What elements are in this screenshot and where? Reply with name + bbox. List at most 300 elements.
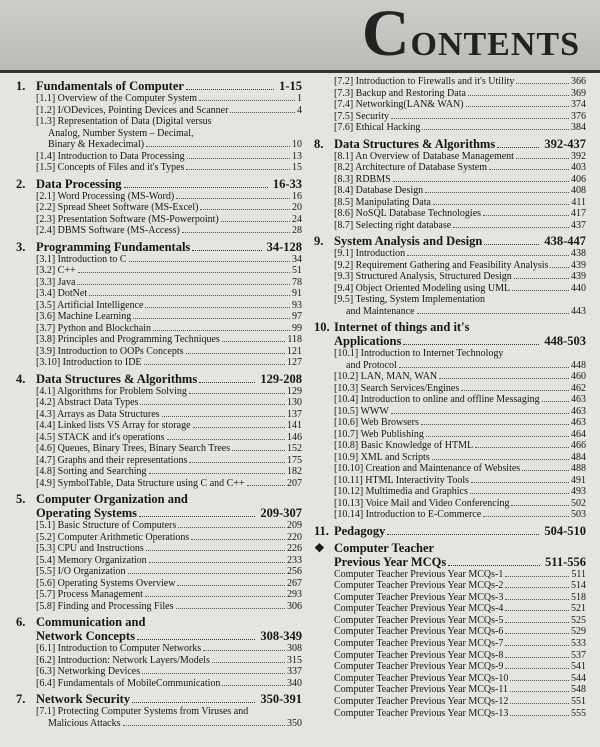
entry-title: [4.3] Arrays as Data Structures [36, 408, 160, 420]
entry-page: 440 [571, 282, 586, 294]
dot-leader [468, 95, 569, 96]
entry-title: [4.6] Queues, Binary Trees, Binary Search Trees [36, 443, 231, 454]
entry-title: and Protocol [346, 359, 397, 371]
mcq-entry [334, 661, 586, 673]
toc-entry [334, 509, 586, 521]
dot-leader [199, 100, 295, 101]
dot-leader [178, 527, 285, 528]
entry-title: [7.4] Networking(LAN& WAN) [334, 99, 464, 110]
mcq-entry [334, 580, 586, 592]
entry-page: 28 [292, 225, 302, 236]
entry-page: 315 [287, 654, 302, 666]
dot-leader [176, 198, 290, 199]
toc-entry-continuation [346, 306, 586, 318]
chapter-heading [314, 137, 586, 151]
entry-page: 152 [287, 443, 302, 454]
chapter-number: 9. [314, 234, 324, 248]
left-column [16, 76, 302, 729]
entry-page: 411 [571, 196, 586, 208]
toc-entry [334, 406, 586, 418]
dot-leader [124, 187, 268, 188]
chapter-pages: 448-503 [544, 334, 586, 348]
entry-page: 448 [571, 359, 586, 371]
chapter-number: 3. [16, 239, 26, 254]
entry-page: 518 [571, 591, 586, 603]
toc-entry [36, 300, 302, 312]
dot-leader [191, 539, 285, 540]
entry-page: 406 [571, 173, 586, 185]
dot-leader [247, 485, 285, 486]
entry-title: [8.6] NoSQL Database Technologies [334, 208, 482, 219]
entry-page: 493 [571, 486, 586, 497]
chapter-pages: 34-128 [266, 239, 302, 254]
toc-entry [334, 248, 586, 260]
entry-page: 141 [287, 420, 302, 431]
entry-page: 146 [287, 431, 302, 443]
mcq-entry [334, 638, 586, 650]
dot-leader [221, 221, 290, 222]
toc-entry [334, 371, 586, 383]
dot-leader [505, 668, 569, 669]
toc-entry [36, 105, 302, 117]
entry-page: 384 [571, 122, 586, 133]
toc-entry [334, 208, 586, 220]
chapter-heading [314, 320, 586, 334]
dot-leader [89, 295, 290, 296]
dot-leader [137, 639, 255, 640]
entry-title: [6.3] Networking Devices [36, 666, 141, 677]
mcq-entry [334, 592, 586, 604]
toc-entry [36, 334, 302, 346]
dot-leader [199, 382, 255, 383]
toc-entry [36, 555, 302, 567]
chapter-title: Communication and [36, 615, 146, 629]
entry-title: Computer Teacher Previous Year MCQs-2 [334, 580, 504, 592]
entry-title: [4.5] STACK and it's operations [36, 431, 165, 443]
entry-title: Computer Teacher Previous Year MCQs-6 [334, 626, 504, 638]
dot-leader [422, 129, 569, 130]
toc-entry [36, 589, 302, 601]
toc-entry [334, 283, 586, 295]
dot-leader [471, 482, 569, 483]
entry-title: [8.1] An Overview of Database Management [334, 150, 514, 162]
entry-title: [9.4] Object Oriented Modeling using UML [334, 282, 511, 294]
mcq-entry [334, 603, 586, 615]
entry-page: 484 [571, 451, 586, 463]
chapter-title: Fundamentals of Computer [36, 79, 184, 93]
entry-title: [3.10] Introduction to IDE [36, 357, 142, 368]
entry-page: 376 [571, 110, 586, 122]
entry-page: 521 [571, 603, 586, 615]
dot-leader [123, 725, 286, 726]
entry-page: 529 [571, 626, 586, 638]
dot-leader [475, 447, 569, 448]
toc-entry-continuation [48, 139, 302, 151]
entry-page: 460 [571, 371, 586, 382]
mcq-entry [334, 684, 586, 696]
dot-leader [176, 608, 286, 609]
dot-leader [514, 278, 569, 279]
dot-leader [232, 450, 285, 451]
toc-entry [334, 429, 586, 441]
toc-entry [36, 666, 302, 678]
dot-leader [497, 147, 539, 148]
entry-page: 537 [571, 649, 586, 661]
dot-leader [417, 313, 569, 314]
chapter-title: Pedagogy [334, 523, 386, 538]
entry-title: Computer Teacher Previous Year MCQs-3 [334, 591, 504, 603]
dot-leader [512, 290, 569, 291]
entry-title: [1.4] Introduction to Data Processing [36, 150, 185, 162]
entry-title: [10.11] HTML Interactivity Tools [334, 474, 470, 486]
chapter-pages: 308-349 [260, 629, 302, 643]
dot-leader [550, 267, 569, 268]
entry-title: [7.2] Introduction to Firewalls and it's Utility [334, 76, 515, 87]
dot-leader [142, 673, 285, 674]
toc-entry [36, 346, 302, 358]
toc-entry [334, 220, 586, 232]
toc-entry [36, 162, 302, 174]
entry-page: 369 [571, 87, 586, 99]
dot-leader [149, 473, 285, 474]
entry-title: [5.8] Finding and Processing Files [36, 600, 174, 612]
entry-title: Computer Teacher Previous Year MCQs-4 [334, 603, 504, 615]
entry-page: 24 [292, 213, 302, 225]
entry-page: 463 [571, 405, 586, 417]
entry-page: 463 [571, 394, 586, 405]
dot-leader [505, 657, 569, 658]
entry-page: 463 [571, 417, 586, 428]
dot-leader [391, 413, 569, 414]
chapter-title-line2: Network Concepts [36, 629, 135, 643]
entry-page: 466 [571, 440, 586, 451]
toc-entry [334, 197, 586, 209]
toc-entry [36, 643, 302, 655]
entry-page: 1 [297, 93, 302, 104]
chapter-heading [16, 372, 302, 386]
dot-leader [189, 393, 285, 394]
toc-entry [36, 311, 302, 323]
entry-title: [7.5] Security [334, 110, 389, 122]
entry-title: [10.12] Multimedia and Graphics [334, 486, 468, 497]
toc-entry [334, 99, 586, 111]
entry-page: 207 [287, 477, 302, 489]
entry-page: 91 [292, 288, 302, 299]
entry-page: 417 [571, 208, 586, 219]
dot-leader [466, 106, 569, 107]
dot-leader [505, 576, 569, 577]
entry-title: Computer Teacher Previous Year MCQs-9 [334, 661, 504, 673]
entry-title: [1.2] I/ODevices, Pointing Devices and Scanner [36, 104, 229, 116]
dot-leader [177, 585, 285, 586]
dot-leader [510, 703, 569, 704]
entry-title: [3.7] Python and Blockchain [36, 322, 151, 334]
dot-leader [149, 562, 285, 563]
toc-entry [36, 288, 302, 300]
toc-entry [36, 191, 302, 203]
chapter-pages: 129-208 [260, 371, 302, 386]
entry-page: 437 [571, 219, 586, 231]
chapter-title: Internet of things and it's [334, 320, 470, 334]
entry-page: 256 [287, 566, 302, 577]
entry-title: [4.1] Algorithms for Problem Solving [36, 385, 187, 397]
dot-leader [432, 459, 569, 460]
dot-leader [516, 158, 569, 159]
entry-page: 551 [571, 696, 586, 708]
entry-title: Computer Teacher Previous Year MCQs-11 [334, 684, 508, 696]
chapter-heading [16, 492, 302, 506]
mcq-entry [334, 569, 586, 581]
entry-title: [5.4] Memory Organization [36, 554, 147, 566]
chapter-number: ❖ [314, 540, 325, 555]
entry-page: 34 [292, 253, 302, 265]
dot-leader [230, 112, 295, 113]
toc-entry [36, 214, 302, 226]
dot-leader [505, 645, 569, 646]
toc-entry [334, 463, 586, 475]
dot-leader [484, 244, 539, 245]
toc-entry [36, 566, 302, 578]
entry-page: 182 [287, 466, 302, 477]
toc-entry [36, 265, 302, 277]
dot-leader [77, 284, 290, 285]
chapter-heading [16, 177, 302, 191]
entry-title: [10.10] Creation and Maintenance of Websites [334, 463, 521, 474]
right-column [314, 76, 586, 719]
dot-leader [182, 232, 290, 233]
entry-page: 175 [287, 454, 302, 466]
entry-title: [3.3] Java [36, 276, 76, 288]
entry-title: [10.8] Basic Knowledge of HTML [334, 440, 474, 451]
dot-leader [510, 691, 569, 692]
dot-leader [511, 505, 569, 506]
entry-title: [8.5] Manipulating Data [334, 196, 431, 208]
toc-entry [36, 443, 302, 455]
dot-leader [387, 534, 539, 535]
entry-page: 439 [571, 271, 586, 282]
entry-title: [10.9] XML and Scripts [334, 451, 430, 463]
entry-title: [4.2] Abstract Data Types [36, 397, 139, 408]
entry-title: [10.1] Introduction to Internet Technology [334, 348, 504, 359]
toc-entry [36, 409, 302, 421]
chapter-title: Network Security [36, 692, 131, 706]
header-rule [0, 70, 600, 73]
chapter-number: 2. [16, 176, 26, 191]
dot-leader [189, 462, 285, 463]
entry-title: Computer Teacher Previous Year MCQs-7 [334, 638, 504, 650]
toc-entry [36, 520, 302, 532]
entry-page: 438 [571, 248, 586, 259]
entry-page: 51 [292, 265, 302, 276]
entry-title: Binary & Hexadecimal) [48, 139, 145, 150]
toc-entry [36, 420, 302, 432]
entry-page: 130 [287, 397, 302, 408]
entry-title: Computer Teacher Previous Year MCQs-12 [334, 696, 509, 708]
entry-page: 15 [292, 162, 302, 173]
dot-leader [483, 516, 569, 517]
entry-title: [5.1] Basic Structure of Computers [36, 520, 177, 531]
chapter-heading-line2 [16, 629, 302, 643]
entry-title: Computer Teacher Previous Year MCQs-8 [334, 649, 504, 661]
toc-entry [334, 122, 586, 134]
entry-page: 462 [571, 382, 586, 394]
entry-title: [9.2] Requirement Gathering and Feasibility Analysis [334, 259, 549, 271]
chapter-heading [16, 240, 302, 254]
entry-title: [6.1] Introduction to Computer Networks [36, 643, 202, 654]
toc-entry [36, 601, 302, 613]
entry-page: 544 [571, 672, 586, 684]
page-title: CONTENTS [361, 0, 580, 70]
entry-page: 408 [571, 185, 586, 196]
toc-entry [36, 397, 302, 409]
dot-leader [145, 307, 290, 308]
mcq-entry [334, 708, 586, 720]
chapter-title-line2: Previous Year MCQs [334, 554, 447, 569]
entry-title: Computer Teacher Previous Year MCQs-13 [334, 707, 509, 719]
dot-leader [128, 573, 285, 574]
toc-entry [334, 271, 586, 283]
entry-page: 118 [287, 334, 302, 345]
entry-title: [9.1] Introduction [334, 248, 406, 259]
toc-entry [36, 202, 302, 214]
entry-title: [10.2] LAN, MAN, WAN [334, 371, 438, 382]
entry-page: 220 [287, 531, 302, 543]
dot-leader [133, 318, 290, 319]
entry-title: Computer Teacher Previous Year MCQs-1 [334, 568, 504, 580]
entry-page: 10 [292, 139, 302, 150]
entry-title: Malicious Attacks [48, 717, 121, 729]
entry-page: 308 [287, 643, 302, 654]
toc-entry [334, 394, 586, 406]
dot-leader [505, 587, 569, 588]
entry-title: [5.7] Process Management [36, 589, 143, 600]
dot-leader [461, 390, 569, 391]
entry-page: 533 [571, 638, 586, 650]
entry-title: [10.14] Introduction to E-Commerce [334, 509, 482, 520]
dot-leader [222, 341, 286, 342]
entry-page: 293 [287, 589, 302, 600]
entry-page: 548 [571, 684, 586, 696]
toc-entry [36, 678, 302, 690]
chapter-pages: 504-510 [544, 523, 586, 538]
dot-leader [425, 192, 569, 193]
dot-leader [522, 470, 569, 471]
dot-leader [167, 439, 286, 440]
entry-page: 209 [287, 520, 302, 531]
chapter-heading [16, 615, 302, 629]
dot-leader [132, 702, 255, 703]
toc-entry [36, 93, 302, 105]
toc-entry [36, 532, 302, 544]
entry-title: [9.5] Testing, System Implementation [334, 294, 486, 305]
dot-leader [407, 255, 569, 256]
toc-entry [334, 185, 586, 197]
entry-title: [2.3] Presentation Software (MS-Powerpoint) [36, 213, 219, 225]
dot-leader [483, 215, 569, 216]
toc-entry-continuation [346, 360, 586, 372]
entry-title: [9.3] Structured Analysis, Structured Design [334, 271, 512, 282]
entry-title: [5.2] Computer Arithmetic Operations [36, 531, 190, 543]
chapter-heading [314, 541, 586, 555]
entry-title: [10.6] Web Browsers [334, 417, 419, 428]
dot-leader [162, 416, 285, 417]
dot-leader [193, 427, 285, 428]
chapter-heading [314, 234, 586, 248]
dot-leader [78, 272, 290, 273]
dot-leader [145, 596, 285, 597]
chapter-pages: 209-307 [260, 506, 302, 520]
toc-entry [36, 225, 302, 237]
dot-leader [505, 622, 569, 623]
toc-entry [36, 254, 302, 266]
entry-title: [7.1] Protecting Computer Systems from Viruses and [36, 706, 249, 717]
toc-entry [334, 486, 586, 498]
toc-entry [36, 432, 302, 444]
entry-page: 233 [287, 554, 302, 566]
toc-entry-continuation: Analog, Number System – Decimal, [48, 127, 194, 139]
toc-entry [334, 440, 586, 452]
chapter-pages: 438-447 [544, 234, 586, 248]
dot-leader [153, 330, 290, 331]
chapter-number: 7. [16, 692, 26, 706]
dot-leader [393, 181, 569, 182]
entry-title: [4.9] SymbolTable, Data Structure using C and C++ [36, 477, 245, 489]
entry-page: 366 [571, 76, 586, 87]
entry-title: [1.3] Representation of Data (Digital versus [36, 116, 212, 127]
toc-entry [334, 111, 586, 123]
chapter-title: System Analysis and Design [334, 234, 483, 248]
entry-page: 439 [571, 259, 586, 271]
chapter-pages: 350-391 [260, 692, 302, 706]
dot-leader [186, 169, 290, 170]
dot-leader [516, 83, 569, 84]
toc-entry [334, 260, 586, 272]
dot-leader [192, 250, 261, 251]
entry-title: [4.8] Sorting and Searching [36, 466, 147, 477]
chapter-heading-line2 [314, 334, 586, 348]
entry-page: 374 [571, 99, 586, 110]
toc-entry [334, 452, 586, 464]
chapter-number: 11. [314, 523, 329, 538]
toc-entry [334, 162, 586, 174]
chapter-pages: 16-33 [272, 176, 302, 191]
dot-leader [140, 404, 285, 405]
entry-page: 127 [287, 357, 302, 368]
entry-page: 443 [571, 305, 586, 317]
dot-leader [470, 493, 569, 494]
toc-entry [36, 357, 302, 369]
entry-title: [8.7] Selecting right database [334, 219, 452, 231]
chapter-number: 5. [16, 492, 26, 506]
entry-title: [2.4] DBMS Software (MS-Access) [36, 225, 180, 236]
dot-leader [505, 610, 569, 611]
chapter-title: Data Processing [36, 176, 122, 191]
mcq-entry [334, 696, 586, 708]
dot-leader [489, 169, 569, 170]
entry-page: 16 [292, 190, 302, 202]
dot-leader [144, 364, 285, 365]
entry-page: 503 [571, 509, 586, 520]
entry-page: 392 [571, 150, 586, 162]
entry-title: [8.3] RDBMS [334, 173, 391, 185]
toc-entry [334, 294, 586, 306]
entry-title: [4.4] Linked lists VS Array for storage [36, 420, 191, 431]
entry-title: and Maintenance [346, 305, 415, 317]
entry-title: [10.4] Introduction to online and offline Messaging [334, 394, 540, 405]
toc-entry [334, 76, 586, 88]
entry-title: [3.8] Principles and Programming Techniques [36, 334, 220, 345]
entry-title: [3.1] Introduction to C [36, 253, 127, 265]
